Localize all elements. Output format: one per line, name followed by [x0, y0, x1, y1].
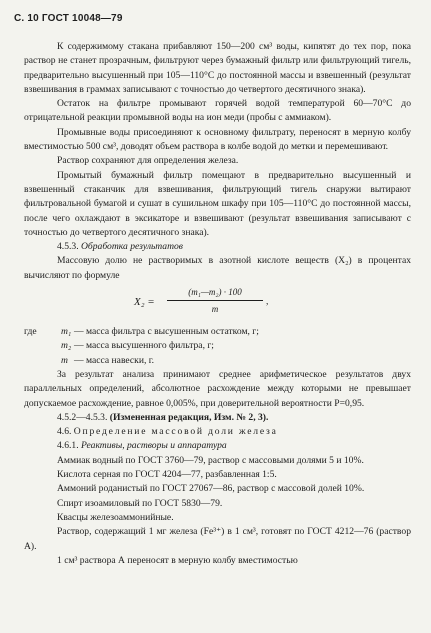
legend-row — [24, 339, 411, 353]
section-number: 4.6. — [57, 426, 72, 438]
section-number: 4.5.3. — [57, 241, 79, 253]
legend-symbol: m — [61, 354, 68, 366]
paragraph-revision-note — [24, 411, 411, 425]
legend-symbol: m₂ — [61, 340, 72, 352]
revision-range: 4.5.2—4.5.3. — [57, 411, 108, 423]
paragraph-washwater: Промывные воды присоединяют к основному фильтрату, переносят в мерную колбу вместимостью 500 см³, доводят объем раствора в колбе водой до метки и перемешивают. — [24, 126, 411, 153]
legend-text: — масса навески, г. — [74, 354, 155, 366]
section-title: Обработка результатов — [81, 241, 183, 253]
formula-denominator: m — [211, 304, 219, 315]
paragraph-result: За результат анализа принимают среднее арифметическое результатов двух параллельных определений, абсолютное расхождение между которыми не превышает допускаемое расхождение, равное 0,005%, при доверительной вероятности P=0,95. — [24, 368, 411, 409]
paragraph-dissolution: К содержимому стакана прибавляют 150—200 см³ воды, кипятят до тех пор, пока раствор не станет прозрачным, фильтруют через бумажный фильтр или фильтрующий тигель, предварительно высушенный при 105—110°С до постоянной массы и взвешенный (результат взвешивания в граммах записывают с точностью до четвертого десятичного знака). — [24, 41, 411, 95]
formula-trail: , — [266, 296, 269, 308]
legend-text: — масса фильтра с высушенным остатком, г; — [74, 326, 259, 338]
legend-text: — масса высушенного фильтра, г; — [74, 340, 214, 352]
reagent-dilution: 1 см³ раствора А переносят в мерную колбу вместимостью — [57, 554, 298, 566]
section-number: 4.6.1. — [57, 440, 79, 452]
reagent-ammonia: Аммиак водный по ГОСТ 3760—79, раствор с массовыми долями 5 и 10%. — [57, 454, 364, 466]
section-heading-4-6-1 — [24, 439, 411, 453]
formula-x2 — [24, 285, 411, 321]
paragraph-drying: Промытый бумажный фильтр помещают в предварительно высушенный и взвешенный стаканчик для взвешивания, фильтрующий тигель снаружи вытирают фильтровальной бумагой и сушат в сушильном шкафу при 105—110°С до постоянной массы, после чего охлаждают в эксикаторе и взвешивают (результат взвешивания записывают с точностью до четвертого десятичного знака). — [24, 169, 411, 238]
reagent-solution-a: Раствор, содержащий 1 мг железа (Fe³⁺) в 1 см³, готовят по ГОСТ 4212—76 (раствор А). — [24, 526, 411, 552]
formula-numerator: (m₁—m₂) · 100 — [188, 287, 242, 298]
reagent-isoamyl-alcohol: Спирт изоамиловый по ГОСТ 5830—79. — [57, 497, 223, 509]
paragraph-store-solution: Раствор сохраняют для определения железа. — [57, 155, 239, 167]
legend-where: где — [24, 326, 37, 338]
reagent-iron-alum: Квасцы железоаммонийные. — [57, 511, 174, 523]
paragraph-washing: Остаток на фильтре промывают горячей водой температурой 60—70°С до отрицательной реакции промывной воды на ион меди (пробы с аммиаком). — [24, 98, 411, 124]
formula-lhs: X₂ = — [134, 296, 155, 309]
page-header: С. 10 ГОСТ 10048—79 — [14, 13, 123, 24]
revision-text: (Измененная редакция, Изм. № 2, 3). — [109, 411, 269, 423]
paragraph-formula-intro: Массовую долю не растворимых в азотной кислоте веществ (X₂) в процентах вычисляют по формуле — [24, 255, 411, 281]
legend-row — [24, 325, 411, 339]
document-body — [24, 40, 411, 568]
section-title: Определение массовой доли железа — [73, 426, 278, 438]
reagent-sulfuric-acid: Кислота серная по ГОСТ 4204—77, разбавленная 1:5. — [57, 469, 277, 481]
reagent-ammonium-thiocyanate: Аммоний роданистый по ГОСТ 27067—86, раствор с массовой долей 10%. — [57, 483, 365, 495]
legend-symbol: m₁ — [61, 326, 72, 338]
legend-row — [24, 354, 411, 368]
section-heading-4-6 — [24, 425, 411, 439]
section-title: Реактивы, растворы и аппаратура — [81, 440, 227, 452]
formula-fraction — [167, 285, 263, 317]
section-heading-4-5-3 — [24, 240, 411, 254]
